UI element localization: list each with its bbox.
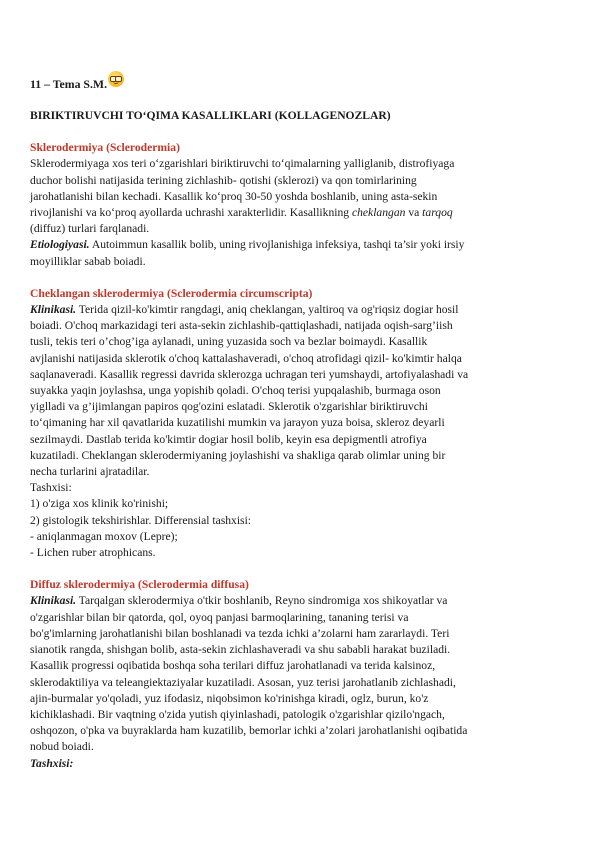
clinical-text: Tarqalgan sklerodermiya o'tkir boshlanib, Reyno sindromiga xos shikoyatlar va — [76, 594, 448, 608]
paragraph-line: kuzatiladi. Cheklangan sklerodermiyaning joylashishi va shakliga qarab olimlar uning bir — [30, 448, 446, 462]
topic-title: 11 – Tema S.M. — [30, 77, 108, 91]
paragraph-line: oshqozon, o'pka va buyraklarda ham kuzatilib, bemorlar ichki a’zolari jarohatlanishi oqibatida — [30, 724, 468, 738]
clinical-text: Terida qizil-ko'kimtir rangdagi, aniq cheklangan, yaltiroq va og'riqsiz dogiar hosil — [76, 303, 459, 317]
main-title: BIRIKTIRUVCHI TO‘QIMA KASALLIKLARI (KOLLAGENOZLAR) — [30, 109, 391, 122]
diagnosis-label: Tashxisi: — [30, 481, 72, 495]
paragraph-line — [30, 205, 561, 221]
clinical-line — [30, 593, 561, 609]
section-heading-diffuz: Diffuz sklerodermiya (Sclerodermia diffusa) — [30, 578, 249, 592]
clinical-label: Klinikasi. — [30, 594, 77, 608]
term-cheklangan: cheklangan — [351, 206, 406, 220]
etiology-label: Etiologiyasi. — [30, 238, 90, 252]
paragraph-line: moyilliklar sabab boiadi. — [30, 254, 146, 268]
paragraph-line: sianotik rangda, shishgan bolib, asta-sekin zichlashaveradi va shu sababli harakat buziladi. — [30, 643, 451, 657]
paragraph-line: sezilmaydi. Dastlab terida ko'kimtir dogiar hosil bolib, keyin esa depigmentli atrofiya — [30, 432, 427, 446]
etiology-line — [30, 237, 561, 253]
text-run: rivojlanishi va ko‘proq ayollarda uchrashi xarakterlidir. Kasallikning — [30, 206, 350, 220]
list-item: 1) o'ziga xos klinik ko'rinishi; — [30, 497, 169, 511]
paragraph-line: bo'g'imlarning jarohatlanishi bilan boshlanadi va tezda ichki a’zolarni ham zararlaydi. Teri — [30, 626, 450, 640]
paragraph-line: jarohatlanishi bilan kechadi. Kasallik ko‘proq 30-50 yoshda boshlanib, uning asta-sekin — [30, 189, 438, 203]
diagnosis-label: Tashxisi: — [30, 756, 74, 770]
topic-header — [30, 76, 561, 92]
paragraph-line: boiadi. O'choq markazidagi teri asta-sekin zichlashib-qattiqlashadi, natijada oqish-sarg’iish — [30, 319, 453, 333]
paragraph-line: o'zgarishlar bilan bir qatorda, qol, oyoq panjasi barmoqlarining, tananing terisi va — [30, 610, 409, 624]
nerd-face-emoji-icon — [108, 71, 124, 87]
etiology-text: Autoimmun kasallik bolib, uning rivojlanishiga infeksiya, tashqi ta’sir yoki irsiy — [89, 238, 465, 252]
paragraph-line: avjlanishi natijasida sklerotik o'choq kattalashaveradi, o'choq atrofidagi qizil- ko'kimtir halqa — [30, 351, 462, 365]
paragraph-line: kichiklashadi. Bir vaqtning o'zida yutish qiyinlashadi, patologik o'zgarishlar qizilo'ngach, — [30, 707, 445, 721]
clinical-label: Klinikasi. — [30, 303, 77, 317]
paragraph-line: nobud boiadi. — [30, 740, 94, 754]
clinical-line — [30, 302, 561, 318]
section-heading-cheklangan: Cheklangan sklerodermiya (Sclerodermia circumscripta) — [30, 286, 313, 300]
term-tarqoq: tarqoq — [422, 206, 453, 220]
section-heading-sklerodermiya: Sklerodermiya (Sclerodermia) — [30, 141, 180, 155]
paragraph-line: duchor bolishi natijasida terining zichlashib- qotishi (sklerozi) va qon tomirlarining — [30, 173, 417, 187]
paragraph-line: Sklerodermiyaga xos teri o‘zgarishlari biriktiruvchi to‘qimalarning yalliglanib, distrofiyaga — [30, 157, 455, 171]
paragraph-line: yiglladi va g’ijimlangan papiros qog'ozini eslatadi. Sklerotik o'zgarishlar biriktiruvchi — [30, 400, 428, 414]
paragraph-line: sklerodaktiliya va teleangiektaziyalar kuzatiladi. Asosan, yuz terisi jarohatlanib zichlashadi, — [30, 675, 456, 689]
paragraph-line: ajin-burmalar yo'qoladi, yuz ifodasiz, niqobsimon ko'rinishga kiradi, oglz, burun, ko'z — [30, 691, 429, 705]
paragraph-line: to‘qimaning har xil qavatlarida kuzatilishi mumkin va jarayon yuza boisa, skleroz deyarli — [30, 416, 445, 430]
paragraph-line: Kasallik progressi oqibatida boshqa soha terilari diffuz jarohatlanadi va terida kalsinoz, — [30, 659, 436, 673]
paragraph-line: suyakka yaqin joylashsa, unga yopishib qoladi. O'choq terisi yupqalashib, burmaga oson — [30, 384, 441, 398]
list-item: 2) gistologik tekshirishlar. Differensial tashxisi: — [30, 513, 252, 527]
paragraph-line: tusli, tekis teri o’chog’iga aylanadi, uning yuzasida soch va bezlar boimaydi. Kasallik — [30, 335, 428, 349]
paragraph-line: saqlanaveradi. Kasallik regressi davrida sklerozga uchragan teri yumshaydi, artofiyalashadi va — [30, 367, 469, 381]
list-item: - Lichen ruber atrophicans. — [30, 546, 156, 560]
list-item: - aniqlanmagan moxov (Lepre); — [30, 529, 178, 543]
paragraph-line: (diffuz) turlari farqlanadi. — [30, 222, 150, 236]
text-run: va — [405, 206, 423, 220]
paragraph-line: necha turlarini ajratadilar. — [30, 465, 150, 479]
